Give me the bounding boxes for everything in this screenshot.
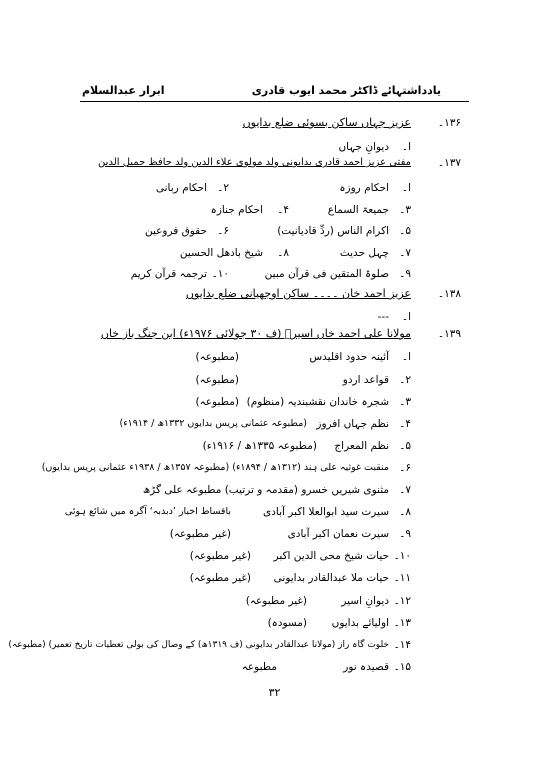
item-note: (مسودہ) bbox=[267, 617, 307, 629]
item-note: (مطبوعہ) bbox=[195, 374, 239, 386]
entry-title: مولانا علی احمد خاں اسیرؔ (ف ۳۰ جولائی ۱۹۷۶ء) ابن جنگ باز خاں bbox=[100, 327, 411, 340]
item-title: دیوانِ اسیر bbox=[341, 595, 389, 607]
item-number: ۸۔ bbox=[399, 506, 411, 518]
header-rule bbox=[80, 101, 469, 102]
item-number: ۷۔ bbox=[399, 484, 411, 496]
item-note: مطبوعہ bbox=[241, 661, 277, 673]
item-title: چہل حدیث bbox=[339, 247, 389, 259]
entry-title: عزیز جہاں ساکن بسوئی ضلع بدایوں bbox=[242, 116, 411, 129]
item-note: باقساط اخبار ’دبدبہ‘ آگرہ میں شائع ہوئی bbox=[64, 506, 231, 517]
item-title: نظم المعراج bbox=[334, 440, 389, 452]
item-number: ۱۱۔ bbox=[393, 572, 411, 584]
item-title: مثنوی شیریں خسرو (مقدمہ و ترتیب) مطبوعہ علی گڑھ bbox=[142, 484, 389, 496]
item-title: صلوۃ المتقین فی قرآن مبین bbox=[264, 268, 389, 280]
item-number: ۵۔ bbox=[399, 440, 411, 452]
item-title: حیات ملا عبدالقادر بدایونی bbox=[273, 572, 389, 584]
item-title: اکرام الناس (ردِّ قادیانیت) bbox=[277, 225, 389, 237]
item-number: ۳۔ bbox=[399, 204, 411, 216]
item-note: (مطبوعہ عثمانی پریس بدایوں ۱۳۳۲ھ / ۱۹۱۴ء) bbox=[119, 418, 307, 429]
item-note: (غیر مطبوعہ) bbox=[169, 528, 231, 540]
item-title: شجرہ خاندان نقشبندیہ (منظوم) bbox=[246, 396, 389, 408]
item-number: ا۔ bbox=[401, 141, 411, 153]
item-number: ۱۳۔ bbox=[393, 617, 411, 629]
item-title: نظم جہاں افروز bbox=[316, 418, 389, 430]
entry-number: ۱۳۸۔ bbox=[437, 288, 461, 300]
entry-title: عزیز احمد خان ۔۔۔۔ ساکن اوجھیانی ضلع بدایوں bbox=[185, 287, 411, 300]
item-title: آئینہ حدود اقلیدس bbox=[309, 351, 389, 363]
entry-number: ۱۳۷۔ bbox=[437, 157, 461, 169]
item-number: ۱۰۔ bbox=[211, 268, 229, 280]
item-title: --- bbox=[377, 311, 389, 323]
item-title: حقوق فروعین bbox=[144, 225, 207, 237]
item-title: دیوانِ جہاں bbox=[338, 141, 389, 153]
item-title: خلوت گاہ راز (مولانا عبدالقادر بدایونی (ف ۱۳۱۹ھ) کے وصال کی بولی تعطیات تاریخ تعمیر) (مطبوعہ) bbox=[8, 640, 389, 650]
item-title: شیخ بادھل الحسین bbox=[179, 247, 263, 259]
item-number: ۷۔ bbox=[399, 247, 411, 259]
item-number: ۱۰۔ bbox=[393, 550, 411, 562]
item-title: احکام روزہ bbox=[339, 182, 389, 194]
item-number: ۲۔ bbox=[217, 182, 229, 194]
item-number: ا۔ bbox=[401, 311, 411, 323]
item-note: (غیر مطبوعہ) bbox=[189, 572, 251, 584]
item-title: قواعد اردو bbox=[342, 374, 389, 386]
item-title: قصیدہ نور bbox=[343, 661, 389, 673]
item-title: ترجمہ قرآن کریم bbox=[130, 268, 207, 280]
item-number: ۲۔ bbox=[399, 374, 411, 386]
item-number: ا۔ bbox=[401, 182, 411, 194]
item-title: احکام جنازہ bbox=[210, 204, 263, 216]
item-note: (غیر مطبوعہ) bbox=[189, 550, 251, 562]
item-number: ۱۲۔ bbox=[393, 595, 411, 607]
item-number: ۶۔ bbox=[399, 462, 411, 474]
item-title: منقبت غوثیہ علی ہند (۱۳۱۲ھ / ۱۸۹۴ء) (مطبوعہ ۱۳۵۷ھ / ۱۹۳۸ء عثمانی پریس بدایوں) bbox=[41, 462, 389, 473]
entry-number: ۱۳۶۔ bbox=[437, 117, 461, 129]
item-title: اولیائے بدایوں bbox=[331, 617, 389, 629]
entry-title: مفتی عزیز احمد قادری بدایونی ولد مولوی علاء الدین ولد حافظ جمیل الدین bbox=[98, 157, 411, 168]
item-note: (غیر مطبوعہ) bbox=[245, 595, 307, 607]
running-header-author: ابرار عبدالسلام bbox=[82, 84, 165, 97]
item-title: سیرت نعمان اکبر آبادی bbox=[287, 528, 389, 540]
item-number: ۸۔ bbox=[277, 247, 289, 259]
item-number: ۶۔ bbox=[217, 225, 229, 237]
item-number: ۹۔ bbox=[399, 528, 411, 540]
item-number: ا۔ bbox=[401, 351, 411, 363]
item-note: (مطبوعہ) bbox=[195, 351, 239, 363]
item-number: ۳۔ bbox=[399, 396, 411, 408]
page-number: ۳۲ bbox=[268, 686, 281, 699]
item-title: سیرت سید ابوالعلا اکبر آبادی bbox=[263, 506, 389, 518]
item-number: ۴۔ bbox=[399, 418, 411, 430]
item-number: ۱۵۔ bbox=[393, 661, 411, 673]
item-title: جمیعۃ السماع bbox=[327, 204, 389, 216]
item-title: احکام ربانی bbox=[155, 182, 207, 194]
item-note: (مطبوعہ ۱۳۳۵ھ / ۱۹۱۶ء) bbox=[202, 440, 317, 452]
item-number: ۱۴۔ bbox=[393, 639, 411, 651]
item-number: ۹۔ bbox=[399, 268, 411, 280]
running-header-title: یادداشتہائے ڈاکٹر محمد ایوب قادری bbox=[251, 84, 441, 97]
item-note: (مطبوعہ) bbox=[195, 396, 239, 408]
item-number: ۵۔ bbox=[399, 225, 411, 237]
item-number: ۴۔ bbox=[277, 204, 289, 216]
entry-number: ۱۳۹۔ bbox=[437, 328, 461, 340]
item-title: حیات شیخ محی الدین اکبر bbox=[273, 550, 389, 562]
